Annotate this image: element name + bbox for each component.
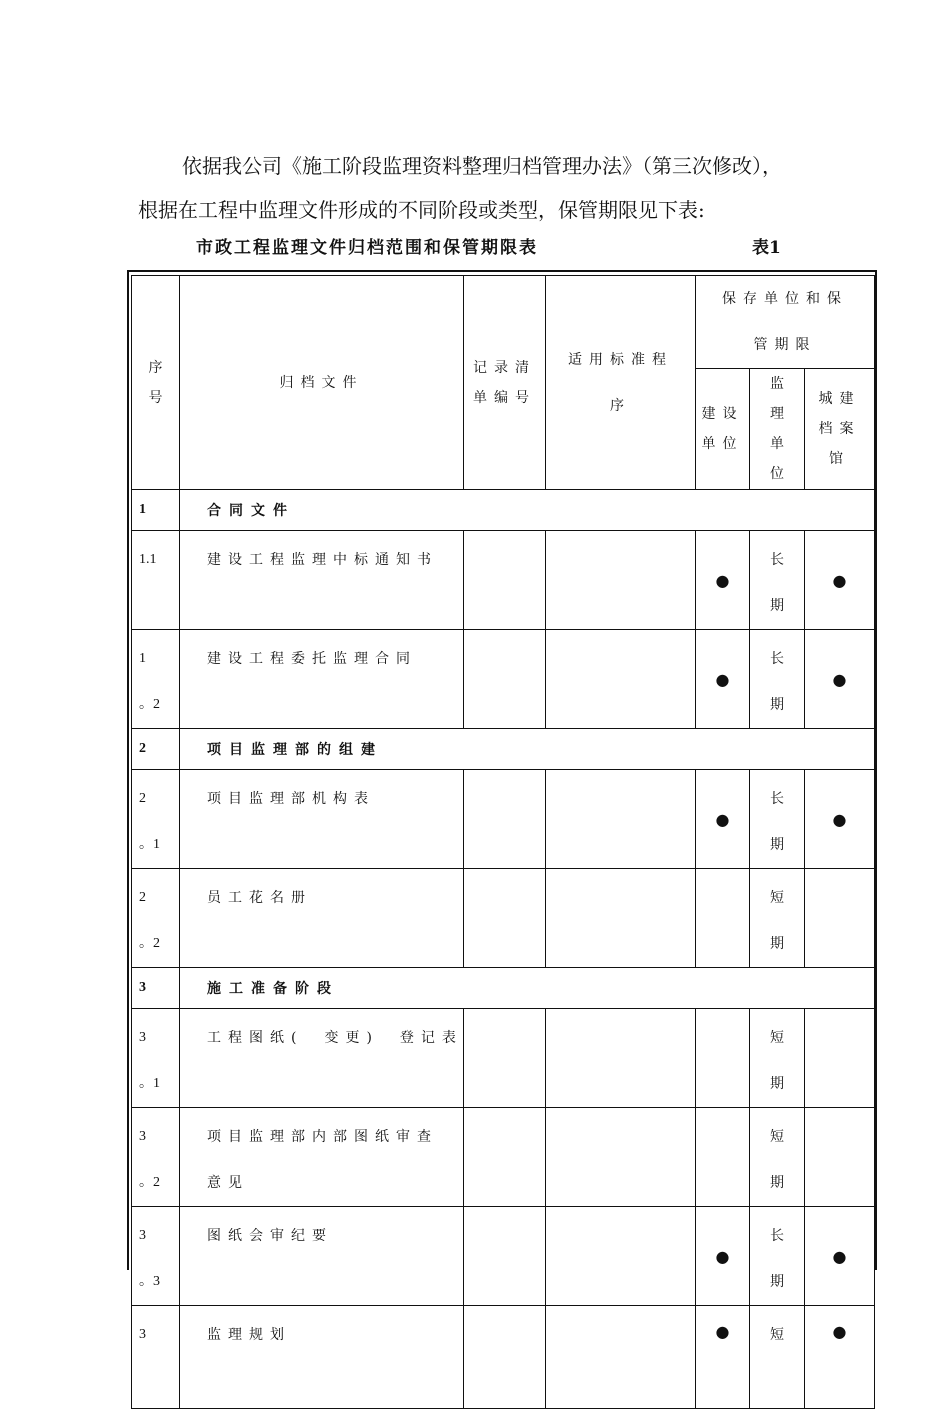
header-storage-group: 保存单位和保管期限 (696, 276, 875, 369)
row-supervise-period: 长 期 (750, 531, 805, 630)
row-standard (546, 630, 696, 729)
table-row (132, 869, 875, 968)
row-archive-mark: ● (805, 630, 875, 729)
row-no: 3 (132, 1306, 180, 1409)
section-row (132, 729, 875, 770)
row-standard (546, 1108, 696, 1207)
header-record-no: 记录清单编号 (464, 276, 546, 490)
section-no: 1 (132, 490, 180, 531)
row-standard (546, 1009, 696, 1108)
intro-line-1: 依据我公司《施工阶段监理资料整理归档管理办法》（第三次修改）， (182, 154, 782, 178)
row-build-mark (696, 869, 750, 968)
row-no: 2 。2 (132, 869, 180, 968)
section-no: 3 (132, 968, 180, 1009)
row-file-name: 建设工程监理中标通知书 (180, 531, 464, 630)
table-row (132, 1207, 875, 1306)
row-no: 1.1 (132, 531, 180, 630)
row-build-mark: ● (696, 1306, 750, 1409)
table-row (132, 630, 875, 729)
header-unit-archive: 城建档案馆 (805, 369, 875, 490)
row-archive-mark (805, 1108, 875, 1207)
row-archive-mark (805, 1009, 875, 1108)
row-file-name: 工程图纸( 变更) 登记表 (180, 1009, 464, 1108)
table-number: 表1 (752, 238, 781, 258)
row-no: 3 。3 (132, 1207, 180, 1306)
header-standard: 适用标准程序 (546, 276, 696, 490)
row-file-name: 项目监理部内部图纸审查 意见 (180, 1108, 464, 1207)
row-supervise-period: 长 期 (750, 630, 805, 729)
row-standard (546, 531, 696, 630)
row-build-mark: ● (696, 531, 750, 630)
row-archive-mark: ● (805, 1306, 875, 1409)
row-standard (546, 770, 696, 869)
row-supervise-period: 短 期 (750, 869, 805, 968)
intro-line-2: 根据在工程中监理文件形成的不同阶段或类型，保管期限见下表: (138, 198, 705, 222)
section-title: 项目监理部的组建 (180, 729, 875, 770)
row-record-no (464, 531, 546, 630)
header-unit-supervise: 监理单位 (750, 369, 805, 490)
row-supervise-period: 长 期 (750, 770, 805, 869)
row-record-no (464, 1108, 546, 1207)
row-no: 2 。1 (132, 770, 180, 869)
row-build-mark: ● (696, 630, 750, 729)
row-file-name: 员工花名册 (180, 869, 464, 968)
header-unit-build: 建设单位 (696, 369, 750, 490)
row-build-mark (696, 1108, 750, 1207)
row-record-no (464, 1009, 546, 1108)
row-build-mark: ● (696, 1207, 750, 1306)
row-archive-mark: ● (805, 1207, 875, 1306)
row-file-name: 监理规划 (180, 1306, 464, 1409)
row-archive-mark (805, 869, 875, 968)
section-row (132, 968, 875, 1009)
table-row (132, 1009, 875, 1108)
section-title: 施工准备阶段 (180, 968, 875, 1009)
table-row (132, 1108, 875, 1207)
row-no: 3 。1 (132, 1009, 180, 1108)
row-supervise-period: 长 期 (750, 1207, 805, 1306)
row-archive-mark: ● (805, 770, 875, 869)
archive-table (131, 275, 875, 1409)
header-seq: 序号 (132, 276, 180, 490)
row-file-name: 图纸会审纪要 (180, 1207, 464, 1306)
header-file: 归档文件 (180, 276, 464, 490)
row-supervise-period: 短 期 (750, 1009, 805, 1108)
section-title: 合同文件 (180, 490, 875, 531)
row-supervise-period: 短 (750, 1306, 805, 1409)
row-standard (546, 869, 696, 968)
row-no: 1 。2 (132, 630, 180, 729)
table-title: 市政工程监理文件归档范围和保管期限表 (196, 238, 538, 258)
row-record-no (464, 1306, 546, 1409)
row-record-no (464, 869, 546, 968)
row-supervise-period: 短 期 (750, 1108, 805, 1207)
section-no: 2 (132, 729, 180, 770)
row-build-mark: ● (696, 770, 750, 869)
row-standard (546, 1207, 696, 1306)
row-no: 3 。2 (132, 1108, 180, 1207)
row-record-no (464, 770, 546, 869)
table-frame (127, 270, 877, 1343)
row-file-name: 建设工程委托监理合同 (180, 630, 464, 729)
row-archive-mark: ● (805, 531, 875, 630)
row-file-name: 项目监理部机构表 (180, 770, 464, 869)
row-record-no (464, 1207, 546, 1306)
row-standard (546, 1306, 696, 1409)
intro-paragraph (138, 144, 878, 232)
table-row (132, 531, 875, 630)
table-row (132, 1306, 875, 1409)
section-row (132, 490, 875, 531)
table-row (132, 770, 875, 869)
row-build-mark (696, 1009, 750, 1108)
header-row-1 (132, 276, 875, 369)
row-record-no (464, 630, 546, 729)
